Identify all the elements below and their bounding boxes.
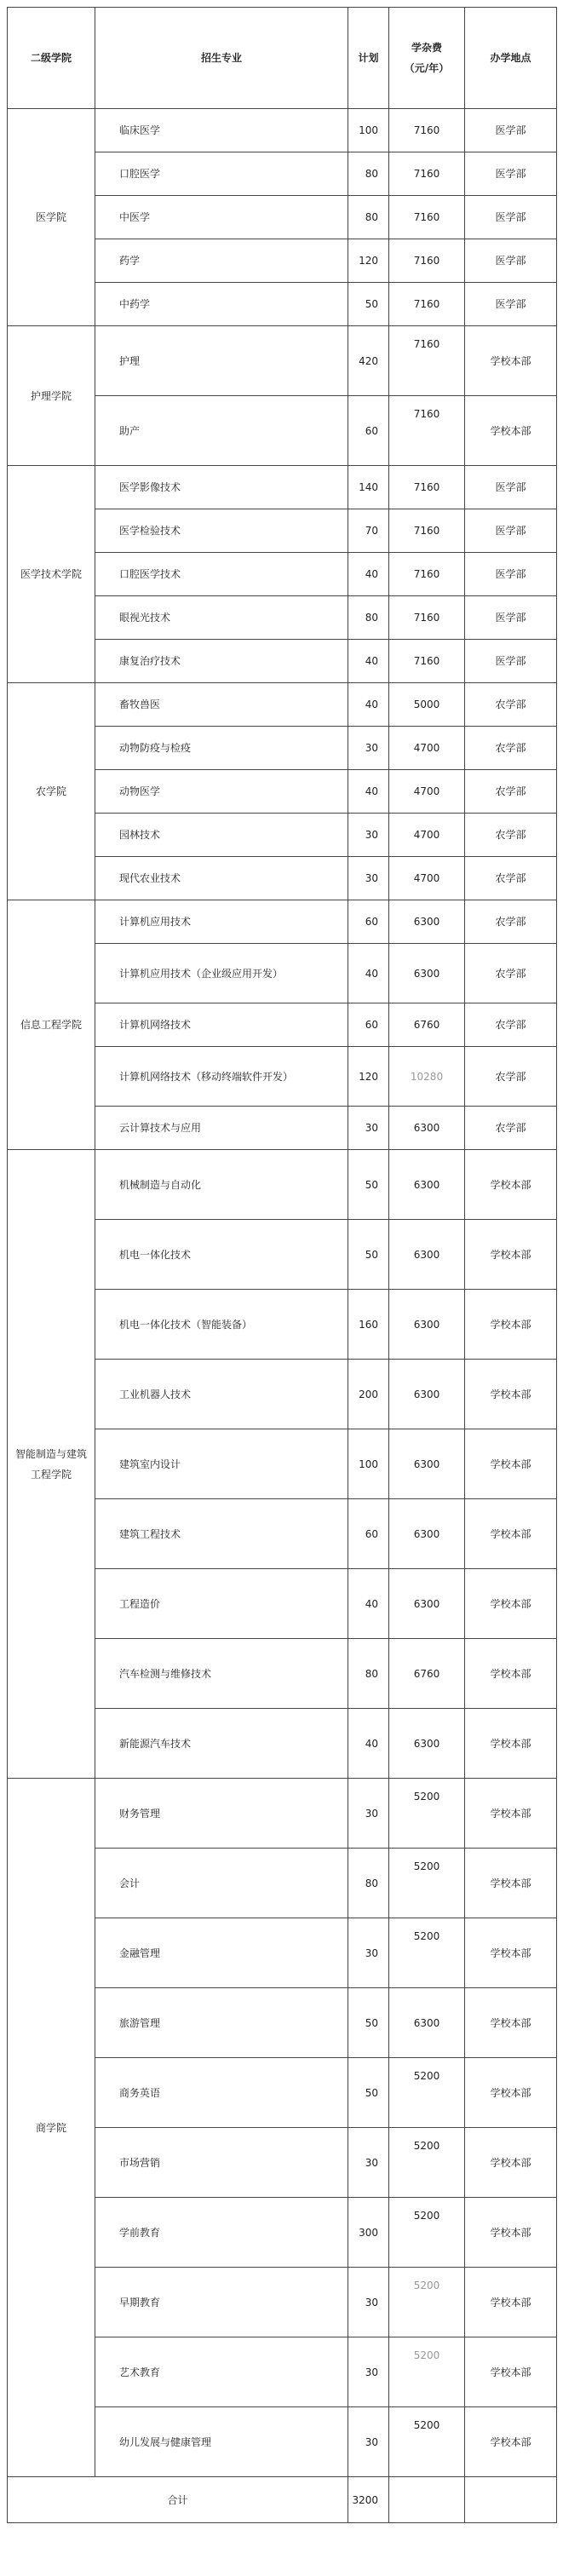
plan-cell: 160 <box>348 1290 389 1360</box>
plan-cell: 120 <box>348 239 389 283</box>
major-cell: 眼视光技术 <box>95 596 348 640</box>
location-cell: 医学部 <box>465 109 557 152</box>
fee-cell: 5200 <box>389 1918 465 1988</box>
fee-cell: 10280 <box>389 1047 465 1107</box>
fee-cell: 6300 <box>389 1709 465 1779</box>
major-cell: 旅游管理 <box>95 1988 348 2058</box>
fee-cell: 5200 <box>389 2407 465 2477</box>
plan-cell: 200 <box>348 1360 389 1429</box>
fee-cell: 7160 <box>389 196 465 239</box>
fee-cell: 7160 <box>389 509 465 553</box>
fee-cell: 7160 <box>389 640 465 683</box>
fee-cell: 6300 <box>389 900 465 944</box>
major-cell: 机电一体化技术（智能装备） <box>95 1290 348 1360</box>
college-cell: 医学技术学院 <box>8 466 95 683</box>
major-cell: 口腔医学 <box>95 152 348 196</box>
enrollment-table-container <box>7 7 556 2523</box>
major-cell: 中医学 <box>95 196 348 239</box>
fee-cell: 5000 <box>389 683 465 727</box>
plan-cell: 30 <box>348 814 389 857</box>
plan-cell: 30 <box>348 1918 389 1988</box>
major-cell: 计算机应用技术（企业级应用开发） <box>95 944 348 1003</box>
fee-cell: 4700 <box>389 857 465 900</box>
fee-cell: 5200 <box>389 2337 465 2407</box>
location-cell: 医学部 <box>465 152 557 196</box>
major-cell: 云计算技术与应用 <box>95 1107 348 1150</box>
major-cell: 建筑工程技术 <box>95 1499 348 1569</box>
college-cell: 医学院 <box>8 109 95 326</box>
plan-cell: 30 <box>348 1107 389 1150</box>
plan-cell: 40 <box>348 640 389 683</box>
location-cell: 学校本部 <box>465 2268 557 2337</box>
major-cell: 康复治疗技术 <box>95 640 348 683</box>
plan-cell: 60 <box>348 1003 389 1047</box>
total-location-empty <box>465 2477 557 2523</box>
fee-cell: 6760 <box>389 1639 465 1709</box>
location-cell: 学校本部 <box>465 1918 557 1988</box>
location-cell: 农学部 <box>465 1107 557 1150</box>
total-plan: 3200 <box>348 2477 389 2523</box>
fee-cell: 6760 <box>389 1003 465 1047</box>
major-cell: 机械制造与自动化 <box>95 1150 348 1220</box>
total-label: 合计 <box>8 2477 348 2523</box>
enrollment-plan-table <box>7 7 557 2523</box>
major-cell: 畜牧兽医 <box>95 683 348 727</box>
fee-cell: 6300 <box>389 1220 465 1290</box>
location-cell: 农学部 <box>465 1003 557 1047</box>
fee-cell: 7160 <box>389 109 465 152</box>
fee-cell: 5200 <box>389 2128 465 2198</box>
location-cell: 学校本部 <box>465 1569 557 1639</box>
plan-cell: 40 <box>348 1709 389 1779</box>
college-cell: 智能制造与建筑工程学院 <box>8 1150 95 1779</box>
fee-cell: 6300 <box>389 1429 465 1499</box>
major-cell: 早期教育 <box>95 2268 348 2337</box>
fee-cell: 6300 <box>389 1290 465 1360</box>
major-cell: 口腔医学技术 <box>95 553 348 596</box>
plan-cell: 70 <box>348 509 389 553</box>
major-cell: 助产 <box>95 396 348 466</box>
major-cell: 计算机网络技术 <box>95 1003 348 1047</box>
location-cell: 医学部 <box>465 553 557 596</box>
location-cell: 农学部 <box>465 770 557 814</box>
plan-cell: 30 <box>348 2268 389 2337</box>
plan-cell: 50 <box>348 283 389 326</box>
location-cell: 学校本部 <box>465 2337 557 2407</box>
fee-cell: 5200 <box>389 1779 465 1849</box>
header-fee: 学杂费（元/年） <box>389 8 465 109</box>
header-major: 招生专业 <box>95 8 348 109</box>
location-cell: 医学部 <box>465 640 557 683</box>
table-row <box>8 109 557 152</box>
plan-cell: 80 <box>348 596 389 640</box>
location-cell: 学校本部 <box>465 1429 557 1499</box>
plan-cell: 40 <box>348 944 389 1003</box>
major-cell: 护理 <box>95 326 348 396</box>
plan-cell: 60 <box>348 900 389 944</box>
location-cell: 农学部 <box>465 814 557 857</box>
plan-cell: 140 <box>348 466 389 509</box>
location-cell: 学校本部 <box>465 1290 557 1360</box>
table-header-row <box>8 8 557 109</box>
major-cell: 会计 <box>95 1849 348 1918</box>
location-cell: 学校本部 <box>465 1360 557 1429</box>
location-cell: 学校本部 <box>465 1220 557 1290</box>
fee-cell: 6300 <box>389 944 465 1003</box>
major-cell: 艺术教育 <box>95 2337 348 2407</box>
header-location: 办学地点 <box>465 8 557 109</box>
college-cell: 农学院 <box>8 683 95 900</box>
location-cell: 学校本部 <box>465 2128 557 2198</box>
major-cell: 计算机应用技术 <box>95 900 348 944</box>
plan-cell: 40 <box>348 683 389 727</box>
fee-cell: 5200 <box>389 2198 465 2268</box>
major-cell: 建筑室内设计 <box>95 1429 348 1499</box>
fee-cell: 4700 <box>389 814 465 857</box>
location-cell: 农学部 <box>465 900 557 944</box>
plan-cell: 50 <box>348 1150 389 1220</box>
fee-cell: 7160 <box>389 326 465 396</box>
table-row <box>8 900 557 944</box>
location-cell: 学校本部 <box>465 1779 557 1849</box>
plan-cell: 30 <box>348 857 389 900</box>
location-cell: 学校本部 <box>465 1499 557 1569</box>
location-cell: 学校本部 <box>465 2407 557 2477</box>
header-college: 二级学院 <box>8 8 95 109</box>
plan-cell: 30 <box>348 2128 389 2198</box>
college-cell: 信息工程学院 <box>8 900 95 1150</box>
location-cell: 学校本部 <box>465 326 557 396</box>
major-cell: 医学影像技术 <box>95 466 348 509</box>
location-cell: 学校本部 <box>465 2198 557 2268</box>
location-cell: 学校本部 <box>465 2058 557 2128</box>
total-fee-empty <box>389 2477 465 2523</box>
plan-cell: 80 <box>348 152 389 196</box>
major-cell: 动物防疫与检疫 <box>95 727 348 770</box>
fee-cell: 6300 <box>389 1499 465 1569</box>
fee-cell: 7160 <box>389 596 465 640</box>
plan-cell: 80 <box>348 1849 389 1918</box>
major-cell: 工程造价 <box>95 1569 348 1639</box>
table-row <box>8 326 557 396</box>
plan-cell: 60 <box>348 1499 389 1569</box>
location-cell: 医学部 <box>465 239 557 283</box>
plan-cell: 80 <box>348 196 389 239</box>
location-cell: 医学部 <box>465 596 557 640</box>
location-cell: 农学部 <box>465 683 557 727</box>
plan-cell: 50 <box>348 1220 389 1290</box>
fee-cell: 6300 <box>389 1988 465 2058</box>
total-row <box>8 2477 557 2523</box>
location-cell: 学校本部 <box>465 1709 557 1779</box>
college-cell: 商学院 <box>8 1779 95 2477</box>
plan-cell: 80 <box>348 1639 389 1709</box>
major-cell: 工业机器人技术 <box>95 1360 348 1429</box>
fee-cell: 5200 <box>389 2268 465 2337</box>
plan-cell: 30 <box>348 2337 389 2407</box>
fee-cell: 6300 <box>389 1569 465 1639</box>
plan-cell: 30 <box>348 2407 389 2477</box>
plan-cell: 300 <box>348 2198 389 2268</box>
plan-cell: 40 <box>348 770 389 814</box>
major-cell: 现代农业技术 <box>95 857 348 900</box>
plan-cell: 40 <box>348 553 389 596</box>
location-cell: 农学部 <box>465 944 557 1003</box>
table-row <box>8 1779 557 1849</box>
major-cell: 幼儿发展与健康管理 <box>95 2407 348 2477</box>
plan-cell: 420 <box>348 326 389 396</box>
location-cell: 学校本部 <box>465 1150 557 1220</box>
fee-cell: 4700 <box>389 727 465 770</box>
plan-cell: 50 <box>348 1988 389 2058</box>
location-cell: 医学部 <box>465 283 557 326</box>
major-cell: 新能源汽车技术 <box>95 1709 348 1779</box>
plan-cell: 50 <box>348 2058 389 2128</box>
location-cell: 学校本部 <box>465 1988 557 2058</box>
plan-cell: 40 <box>348 1569 389 1639</box>
fee-cell: 7160 <box>389 239 465 283</box>
location-cell: 学校本部 <box>465 1639 557 1709</box>
major-cell: 临床医学 <box>95 109 348 152</box>
fee-cell: 7160 <box>389 152 465 196</box>
college-cell: 护理学院 <box>8 326 95 466</box>
fee-cell: 5200 <box>389 1849 465 1918</box>
major-cell: 财务管理 <box>95 1779 348 1849</box>
fee-cell: 6300 <box>389 1107 465 1150</box>
location-cell: 学校本部 <box>465 396 557 466</box>
major-cell: 中药学 <box>95 283 348 326</box>
major-cell: 商务英语 <box>95 2058 348 2128</box>
plan-cell: 120 <box>348 1047 389 1107</box>
plan-cell: 30 <box>348 727 389 770</box>
major-cell: 药学 <box>95 239 348 283</box>
fee-cell: 7160 <box>389 466 465 509</box>
fee-cell: 6300 <box>389 1360 465 1429</box>
fee-cell: 5200 <box>389 2058 465 2128</box>
plan-cell: 30 <box>348 1779 389 1849</box>
major-cell: 计算机网络技术（移动终端软件开发） <box>95 1047 348 1107</box>
major-cell: 学前教育 <box>95 2198 348 2268</box>
location-cell: 学校本部 <box>465 1849 557 1918</box>
table-row <box>8 683 557 727</box>
major-cell: 园林技术 <box>95 814 348 857</box>
table-row <box>8 466 557 509</box>
major-cell: 医学检验技术 <box>95 509 348 553</box>
plan-cell: 60 <box>348 396 389 466</box>
plan-cell: 100 <box>348 1429 389 1499</box>
major-cell: 动物医学 <box>95 770 348 814</box>
header-plan: 计划 <box>348 8 389 109</box>
location-cell: 农学部 <box>465 1047 557 1107</box>
fee-cell: 7160 <box>389 396 465 466</box>
location-cell: 农学部 <box>465 727 557 770</box>
plan-cell: 100 <box>348 109 389 152</box>
fee-cell: 7160 <box>389 283 465 326</box>
fee-cell: 4700 <box>389 770 465 814</box>
location-cell: 农学部 <box>465 857 557 900</box>
location-cell: 医学部 <box>465 196 557 239</box>
fee-cell: 6300 <box>389 1150 465 1220</box>
fee-cell: 7160 <box>389 553 465 596</box>
location-cell: 医学部 <box>465 509 557 553</box>
major-cell: 机电一体化技术 <box>95 1220 348 1290</box>
major-cell: 市场营销 <box>95 2128 348 2198</box>
table-row <box>8 1150 557 1220</box>
major-cell: 金融管理 <box>95 1918 348 1988</box>
location-cell: 医学部 <box>465 466 557 509</box>
major-cell: 汽车检测与维修技术 <box>95 1639 348 1709</box>
